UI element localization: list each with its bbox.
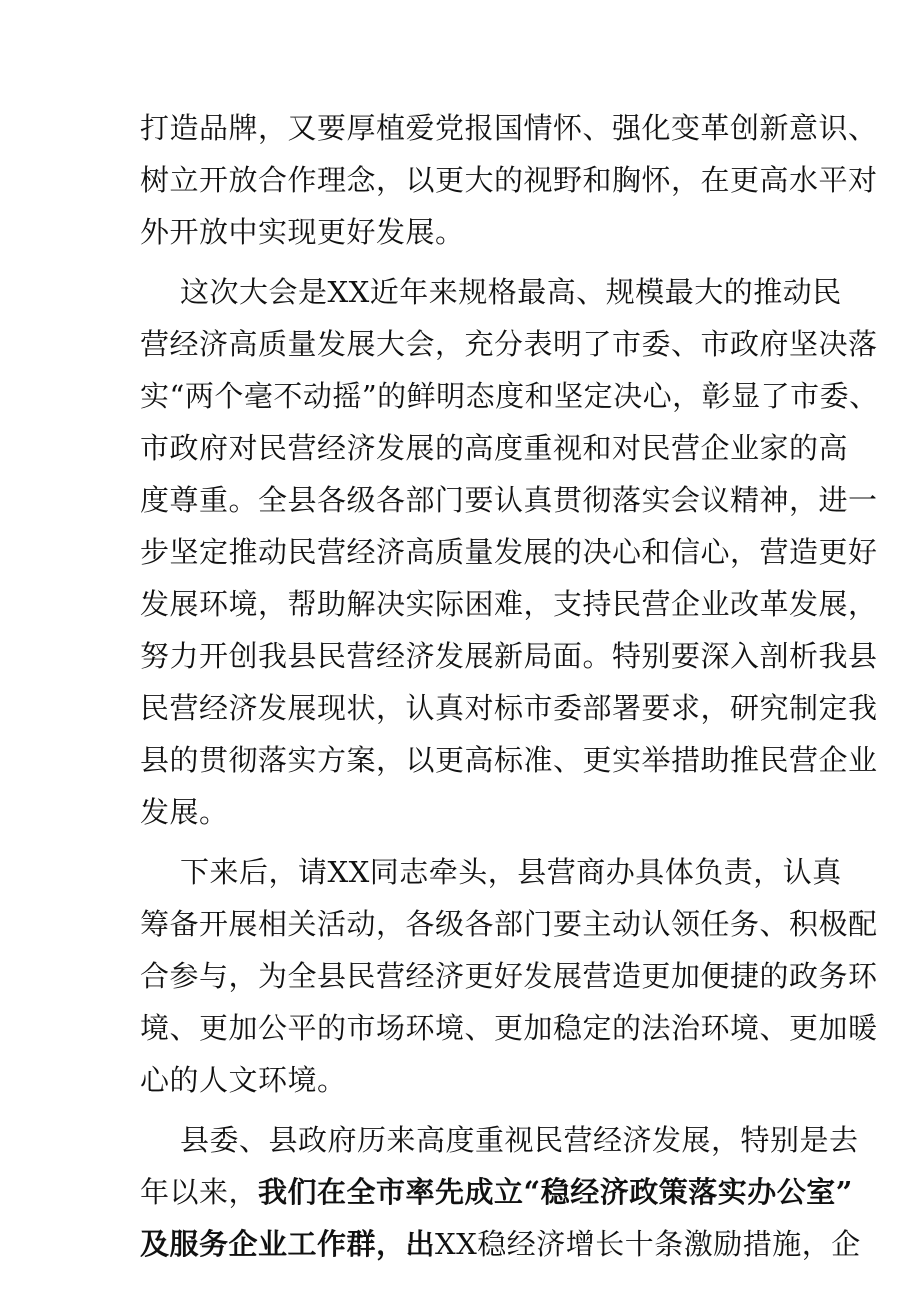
paragraph-line [0,370,920,422]
text-run: 度尊重。全县各级各部门要认真贯彻落实会议精神，进一 [140,483,878,517]
text-run: 民营经济发展现状，认真对标市委部署要求，研究制定我 [140,691,878,725]
paragraph-line [0,154,920,206]
paragraph-line [0,102,920,154]
paragraph-line [0,1002,920,1054]
text-run: 心的人文环境。 [140,1063,347,1097]
text-run: 县委、县政府历来高度重视民营经济发展，特别是去 [180,1123,859,1157]
paragraph-line [0,578,920,630]
text-run: 筹备开展相关活动，各级各部门要主动认领任务、积极配 [140,907,878,941]
paragraph-line [0,266,920,318]
text-run: 市政府对民营经济发展的高度重视和对民营企业家的高 [140,431,849,465]
paragraph-line [0,786,920,838]
bold-text-run: 我们在全市率先成立“稳经济政策落实办公室” [258,1175,853,1209]
text-run: 下来后，请XX同志牵头，县营商办具体负责，认真 [180,855,842,889]
paragraph-line [0,474,920,526]
bold-text-run: 及服务企业工作群，出 [140,1227,436,1261]
text-run: 树立开放合作理念，以更大的视野和胸怀，在更高水平对 [140,163,878,197]
text-run: XX稳经济增长十条激励措施，企 [435,1227,861,1261]
paragraph-line [0,846,920,898]
paragraph-line [0,734,920,786]
text-run: 发展环境，帮助解决实际困难，支持民营企业改革发展， [140,587,878,621]
paragraph-line [0,206,920,258]
paragraph-line [0,526,920,578]
paragraph-line [0,1114,920,1166]
paragraph-line [0,422,920,474]
text-run: 年以来， [140,1175,259,1209]
paragraph-line [0,950,920,1002]
paragraph-line [0,318,920,370]
text-run: 营经济高质量发展大会，充分表明了市委、市政府坚决落 [140,327,878,361]
text-run: 县的贯彻落实方案，以更高标准、更实举措助推民营企业 [140,743,878,777]
text-run: 这次大会是XX近年来规格最高、规模最大的推动民 [180,275,842,309]
text-run: 合参与，为全县民营经济更好发展营造更加便捷的政务环 [140,959,878,993]
text-run: 境、更加公平的市场环境、更加稳定的法治环境、更加暖 [140,1011,878,1045]
text-run: 外开放中实现更好发展。 [140,215,465,249]
text-run: 实“两个毫不动摇”的鲜明态度和坚定决心，彰显了市委、 [140,379,879,413]
paragraph-line [0,682,920,734]
paragraph-line [0,630,920,682]
paragraph-line [0,1218,920,1270]
text-run: 努力开创我县民营经济发展新局面。特别要深入剖析我县 [140,639,878,673]
paragraph-line [0,1054,920,1106]
paragraph-line [0,898,920,950]
text-run: 步坚定推动民营经济高质量发展的决心和信心，营造更好 [140,535,878,569]
text-run: 打造品牌，又要厚植爱党报国情怀、强化变革创新意识、 [140,111,878,145]
paragraph-line [0,1166,920,1218]
text-run: 发展。 [140,795,229,829]
